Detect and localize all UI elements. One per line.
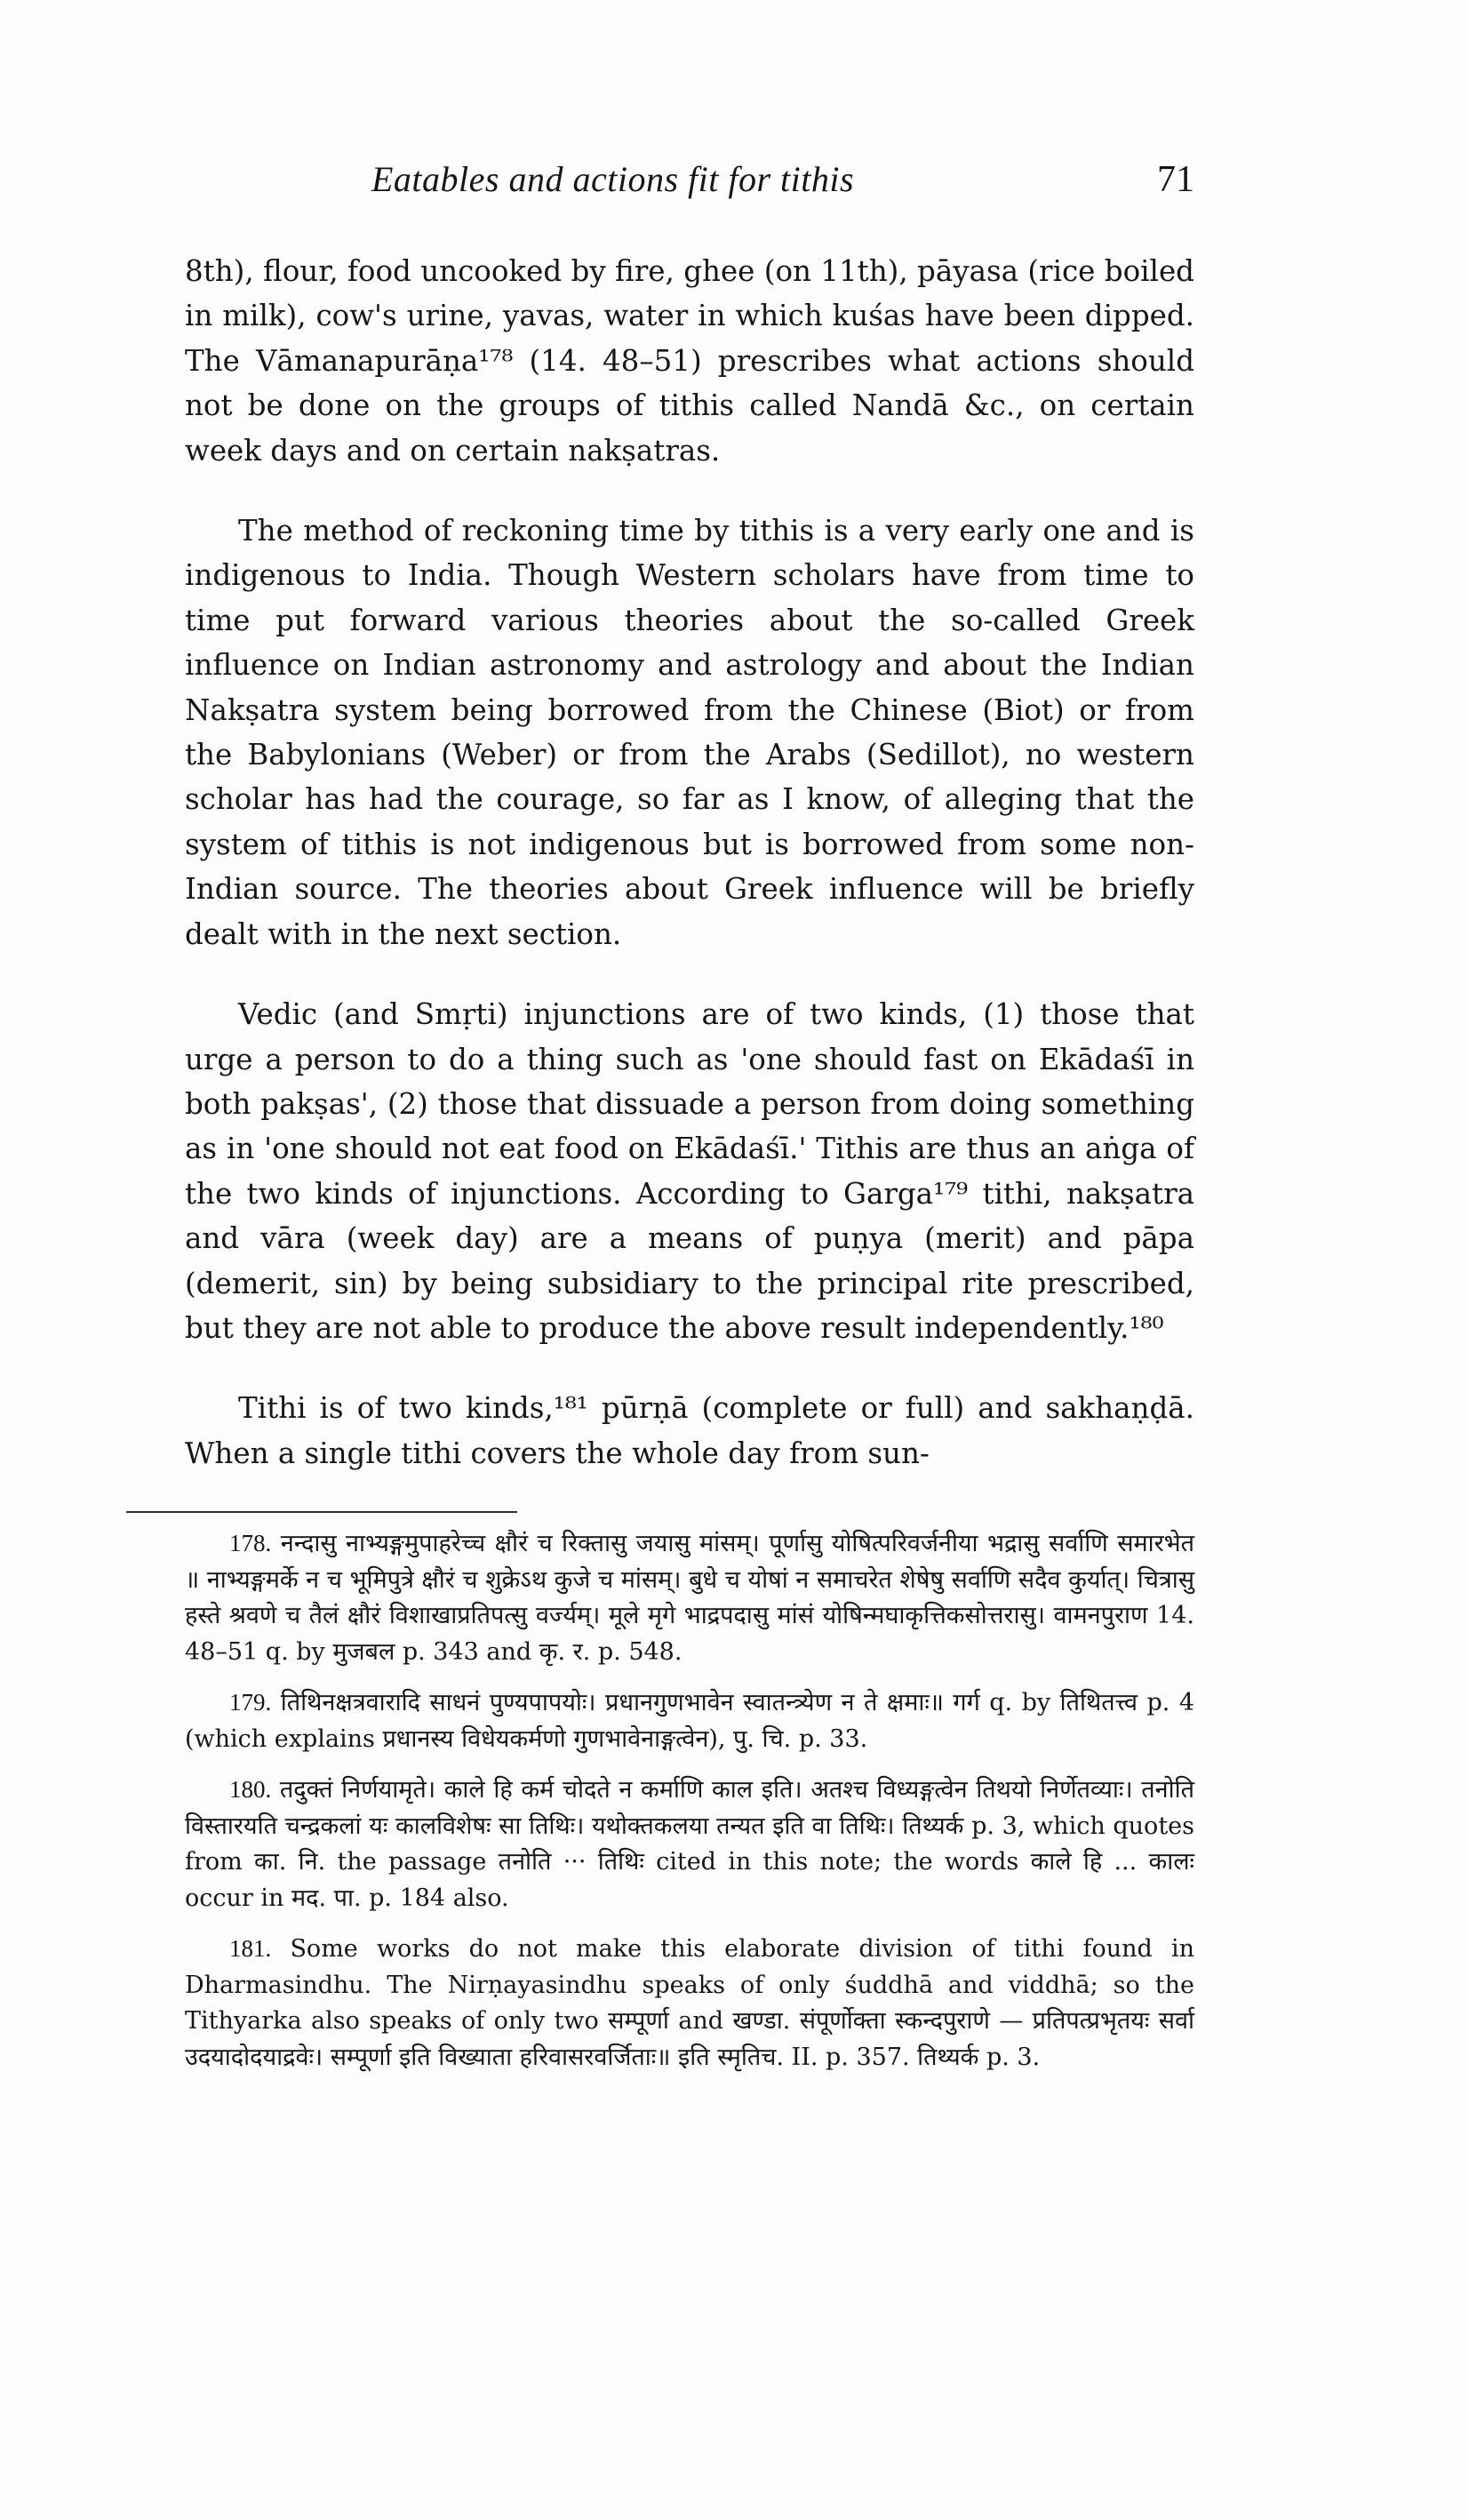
footnote-178 bbox=[185, 1525, 1194, 1670]
footnote-rule bbox=[126, 1511, 517, 1513]
main-text bbox=[185, 249, 1194, 1476]
footnotes bbox=[185, 1525, 1194, 2090]
running-title: Eatables and actions fit for tithis bbox=[371, 159, 855, 199]
paragraph-tithi-reckoning: The method of reckoning time by tithis is a very early one and is indigenous to India. Though Western scholars have from time to time put forward various theories about the so-called Greek influence on Indian astronomy and astrology and about the Indian Nakṣatra system being borrowed from the Chinese (Biot) or from the Babylonians (Weber) or from the Arabs (Sedillot), no western scholar has had the courage, so far as I know, of alleging that the system of tithis is not indigenous but is borrowed from some non-Indian source. The theories about Greek influence will be briefly dealt with in the next section. bbox=[185, 514, 1194, 951]
paragraph-continuation: 8th), flour, food uncooked by fire, ghee (on 11th), pāyasa (rice boiled in milk), cow's urine, yavas, water in which kuśas have been dipped. The Vāmanapurāṇa¹⁷⁸ (14. 48–51) prescribes what actions should not be done on the groups of tithis called Nandā &c., on certain week days and on certain nakṣatras. bbox=[185, 254, 1194, 468]
footnote-text: नन्दासु नाभ्यङ्गमुपाहरेच्च क्षौरं च रिक्तासु जयासु मांसम्। पूर्णासु योषित्परिवर्जनीया भद्रासु सर्वाणि समारभेत ॥ नाभ्यङ्गमर्के न च भूमिपुत्रे क्षौरं च शुक्रेऽथ कुजे च मांसम्। बुधे च योषां न समाचरेत शेषेषु सर्वाणि सदैव कुर्यात्। चित्रासु हस्ते श्रवणे च तैलं क्षौरं विशाखाप्रतिपत्सु वर्ज्यम्। मूले मृगे भाद्रपदासु मांसं योषिन्मघाकृत्तिकसोत्तरासु। वामनपुराण 14. 48–51 q. by मुजबल p. 343 and कृ. र. p. 548. bbox=[185, 1530, 1194, 1666]
footnote-text: तदुक्तं निर्णयामृते। काले हि कर्म चोदते न कर्माणि काल इति। अतश्च विध्यङ्गत्वेन तिथयो निर्णेतव्याः। तनोति विस्तारयति चन्द्रकलां यः कालविशेषः सा तिथिः। यथोक्तकलया तन्यत इति वा तिथिः। तिथ्यर्क p. 3, which quotes from का. नि. the passage तनोति ··· तिथिः cited in this note; the words काले हि ... कालः occur in मद. पा. p. 184 also. bbox=[185, 1776, 1194, 1912]
footnote-number: 178. bbox=[229, 1530, 272, 1556]
paragraph-injunctions: Vedic (and Smṛti) injunctions are of two kinds, (1) those that urge a person to do a thing such as 'one should fast on Ekādaśī in both pakṣas', (2) those that dissuade a person from doing something as in 'one should not eat food on Ekādaśī.' Tithis are thus an aṅga of the two kinds of injunctions. According to Garga¹⁷⁹ tithi, nakṣatra and vāra (week day) are a means of puṇya (merit) and pāpa (demerit, sin) by being subsidiary to the principal rite prescribed, but they are not able to produce the above result independently.¹⁸⁰ bbox=[185, 997, 1194, 1345]
footnote-number: 180. bbox=[229, 1776, 272, 1803]
page-header bbox=[185, 158, 1194, 212]
page-number: 71 bbox=[1157, 159, 1194, 200]
footnote-text: तिथिनक्षत्रवारादि साधनं पुण्यपापयोः। प्रधानगुणभावेन स्वातन्त्र्येण न ते क्षमाः॥ गर्ग q. by तिथितत्त्व p. 4 (which explains प्रधानस्य विधेयकर्मणो गुणभावेनाङ्गत्वेन), पु. चि. p. 33. bbox=[185, 1689, 1194, 1753]
footnote-number: 181. bbox=[229, 1935, 272, 1962]
paragraph-tithi-kinds: Tithi is of two kinds,¹⁸¹ pūrṇā (complete or full) and sakhaṇḍā. When a single tithi covers the whole day from sun- bbox=[185, 1391, 1194, 1470]
footnote-180 bbox=[185, 1772, 1194, 1916]
footnote-text: Some works do not make this elaborate division of tithi found in Dharmasindhu. The Nirṇayasindhu speaks of only śuddhā and viddhā; so the Tithyarka also speaks of only two सम्पूर्णा and खण्डा. संपूर्णोक्ता स्कन्दपुराणे — प्रतिपत्प्रभृतयः सर्वा उदयादोदयाद्रवेः। सम्पूर्णा इति विख्याता हरिवासरवर्जिताः॥ इति स्मृतिच. II. p. 357. तिथ्यर्क p. 3. bbox=[185, 1935, 1194, 2071]
footnote-number: 179. bbox=[229, 1689, 272, 1716]
footnote-181 bbox=[185, 1931, 1194, 2076]
footnote-179 bbox=[185, 1684, 1194, 1757]
